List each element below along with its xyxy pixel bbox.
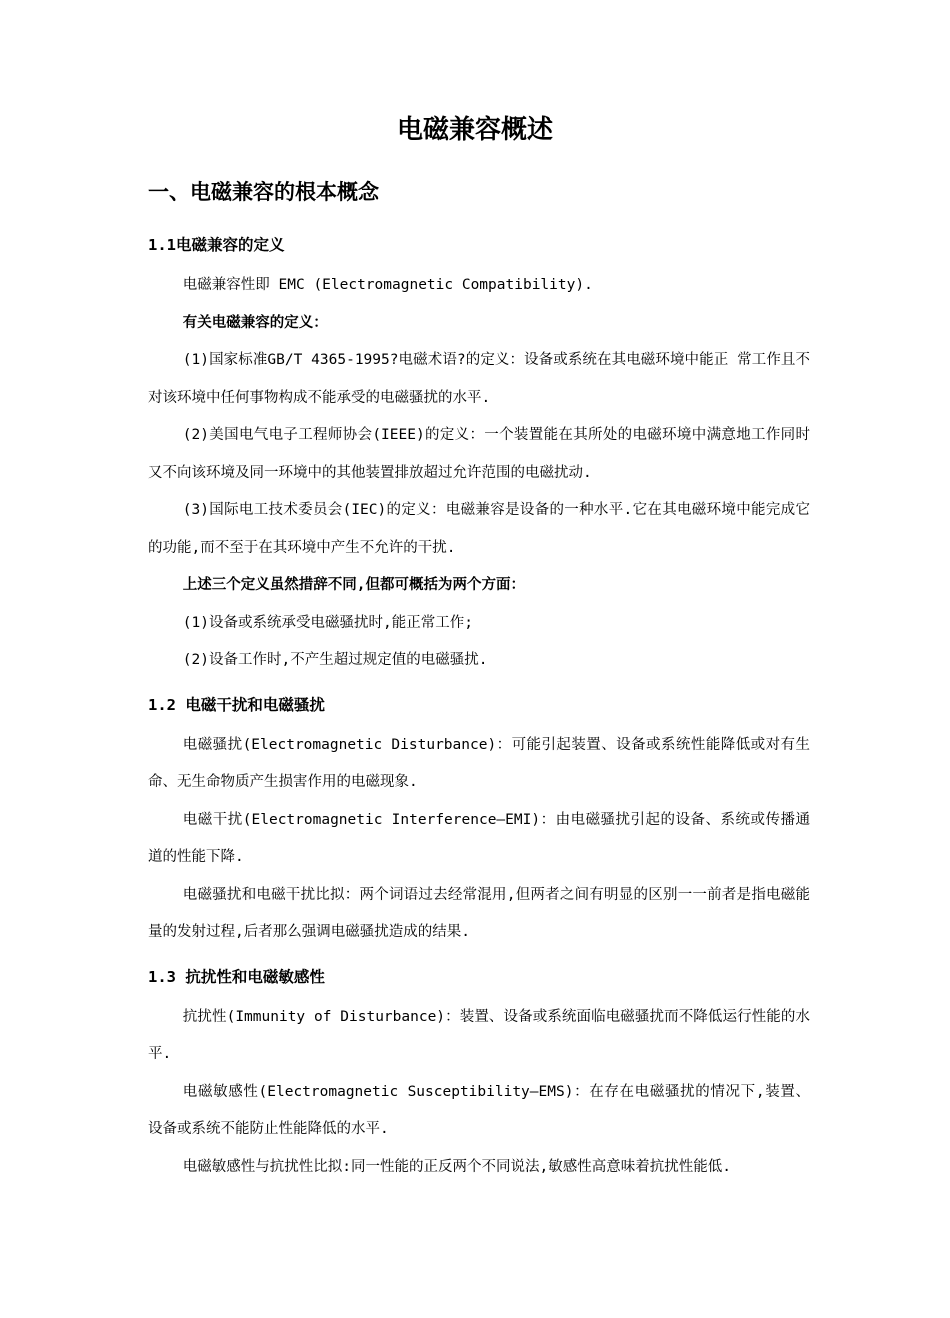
paragraph: (2)美国电气电子工程师协会(IEEE)的定义：一个装置能在其所处的电磁环境中满意地工作同时又不向该环境及同一环境中的其他装置排放超过允许范围的电磁扰动. — [148, 427, 810, 481]
subsection-heading: 1.1电磁兼容的定义 — [148, 236, 285, 254]
paragraph: (2)设备工作时,不产生超过规定值的电磁骚扰. — [182, 652, 488, 668]
document-body — [148, 233, 810, 1186]
paragraph: 电磁骚扰(Electromagnetic Disturbance)：可能引起装置、设备或系统性能降低或对有生命、无生命物质产生损害作用的电磁现象. — [148, 736, 810, 790]
document-title: 电磁兼容概述 — [396, 115, 553, 145]
section-heading: 一、电磁兼容的根本概念 — [148, 180, 379, 204]
bold-paragraph: 有关电磁兼容的定义： — [182, 314, 328, 331]
paragraph: (1)国家标准GB/T 4365-1995?电磁术语?的定义：设备或系统在其电磁环境中能正 常工作且不对该环境中任何事物构成不能承受的电磁骚扰的水平. — [148, 352, 810, 406]
subsection-heading: 1.2 电磁干扰和电磁骚扰 — [148, 695, 325, 714]
paragraph: 电磁干扰(Electromagnetic Interference—EMI)：由电磁骚扰引起的设备、系统或传播通道的性能下降. — [148, 811, 810, 865]
paragraph: 抗扰性(Immunity of Disturbance)：装置、设备或系统面临电磁骚扰而不降低运行性能的水平. — [148, 1008, 810, 1062]
paragraph: 电磁骚扰和电磁干扰比拟：两个词语过去经常混用,但两者之间有明显的区别一一前者是指电磁能量的发射过程,后者那么强调电磁骚扰造成的结果. — [148, 886, 810, 940]
paragraph: (3)国际电工技术委员会(IEC)的定义：电磁兼容是设备的一种水平.它在其电磁环境中能完成它的功能,而不至于在其环境中产生不允许的干扰. — [148, 502, 810, 556]
paragraph: 电磁敏感性(Electromagnetic Susceptibility—EMS)：在存在电磁骚扰的情况下,装置、设备或系统不能防止性能降低的水平. — [148, 1083, 810, 1137]
paragraph: 电磁敏感性与抗扰性比拟:同一性能的正反两个不同说法,敏感性高意味着抗扰性能低. — [182, 1158, 731, 1175]
paragraph: (1)设备或系统承受电磁骚扰时,能正常工作; — [182, 614, 473, 631]
bold-paragraph: 上述三个定义虽然措辞不同,但都可概括为两个方面： — [182, 577, 526, 593]
subsection-heading: 1.3 抗扰性和电磁敏感性 — [148, 967, 325, 986]
paragraph: 电磁兼容性即 EMC (Electromagnetic Compatibility). — [182, 277, 593, 293]
